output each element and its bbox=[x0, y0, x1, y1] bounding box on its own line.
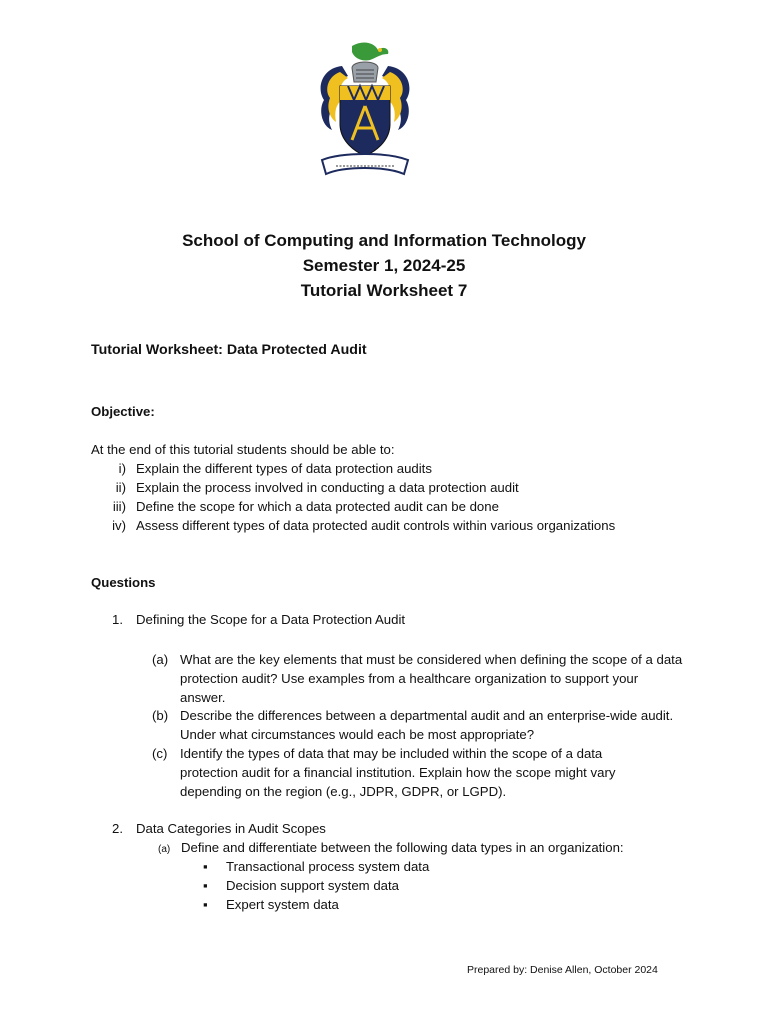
question-part-text: Identify the types of data that may be included within the scope of a data protection audit for a financial institution. Explain how the scope might vary depending on the region (e.g., JDPR, GDPR, or LGPD). bbox=[180, 746, 616, 799]
question-part-text: Define and differentiate between the following data types in an organization: bbox=[181, 840, 624, 855]
objective-heading: Objective: bbox=[91, 404, 155, 419]
question-part-label: (a) bbox=[152, 652, 169, 667]
question-number: 1. bbox=[112, 612, 123, 627]
objective-item-number: i) bbox=[118, 461, 126, 476]
question-number: 2. bbox=[112, 821, 123, 836]
school-title: School of Computing and Information Technology bbox=[182, 231, 586, 250]
objective-intro: At the end of this tutorial students should be able to: bbox=[91, 442, 395, 457]
objective-item-number: ii) bbox=[115, 480, 126, 495]
objective-item-text: Explain the different types of data protection audits bbox=[136, 461, 432, 476]
bullet-square-icon: ▪ bbox=[203, 897, 208, 912]
bullet-square-icon: ▪ bbox=[203, 878, 208, 893]
bullet-text: Decision support system data bbox=[226, 878, 399, 893]
questions-heading: Questions bbox=[91, 575, 156, 590]
bullet-text: Expert system data bbox=[226, 897, 339, 912]
objective-item-text: Define the scope for which a data protected audit can be done bbox=[136, 499, 499, 514]
question-title: Data Categories in Audit Scopes bbox=[136, 821, 326, 836]
prepared-by-footer: Prepared by: Denise Allen, October 2024 bbox=[467, 964, 658, 976]
question-part-label: (a) bbox=[158, 844, 171, 855]
university-crest-logo bbox=[312, 38, 418, 184]
objective-item-text: Explain the process involved in conducting a data protection audit bbox=[136, 480, 519, 495]
objective-item-number: iv) bbox=[112, 518, 126, 533]
document-title-block bbox=[0, 228, 768, 303]
worksheet-number-title: Tutorial Worksheet 7 bbox=[300, 281, 468, 300]
question-part-label: (b) bbox=[152, 708, 169, 723]
bullet-text: Transactional process system data bbox=[226, 859, 430, 874]
question-part-text: What are the key elements that must be considered when defining the scope of a data protection audit? Use examples from a healthcare organization to support your answer. bbox=[180, 652, 683, 705]
question-title: Defining the Scope for a Data Protection Audit bbox=[136, 612, 406, 627]
semester-title: Semester 1, 2024-25 bbox=[302, 256, 466, 275]
question-part-label: (c) bbox=[152, 746, 168, 761]
question-part-text: Describe the differences between a departmental audit and an enterprise-wide audit. Under what circumstances would each be most appropriate? bbox=[180, 708, 674, 742]
objective-item-number: iii) bbox=[112, 499, 126, 514]
objective-item-text: Assess different types of data protected audit controls within various organizations bbox=[136, 518, 616, 533]
worksheet-heading: Tutorial Worksheet: Data Protected Audit bbox=[91, 342, 367, 358]
bullet-square-icon: ▪ bbox=[203, 859, 208, 874]
